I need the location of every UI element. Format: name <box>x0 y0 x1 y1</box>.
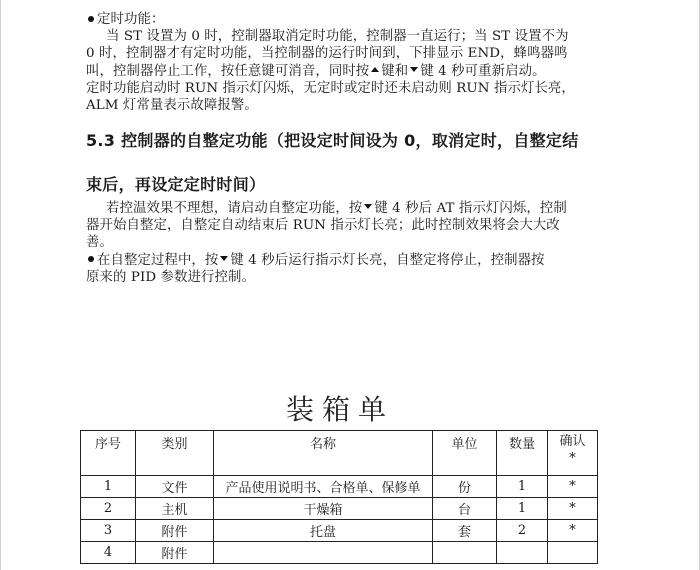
timer-line-1: 当 ST 设置为 0 时，控制器取消定时功能，控制器一直运行；当 ST 设置不为 <box>106 29 569 45</box>
cell-confirm: * <box>548 520 598 542</box>
cell-confirm <box>548 542 598 564</box>
cell-unit <box>433 542 497 564</box>
down-arrow-key-icon <box>410 67 418 72</box>
column-header-no: 序号 <box>81 431 136 476</box>
cell-name <box>214 542 433 564</box>
table-row <box>81 520 598 542</box>
cell-unit: 套 <box>433 520 497 542</box>
timer-line-4: 定时功能启动时 RUN 指示灯闪烁，无定时或定时还未启动则 RUN 指示灯长亮， <box>86 80 575 96</box>
autotune-section <box>86 200 638 286</box>
autotune-line-1a: 若控温效果不理想，请启动自整定功能，按 <box>106 201 363 216</box>
cell-confirm: * <box>548 498 598 520</box>
autotune-line-3: 善。 <box>86 235 113 251</box>
up-arrow-key-icon <box>371 67 379 72</box>
section-heading-line-2: 束后，再设定定时时间） <box>86 175 266 194</box>
timer-section <box>86 11 638 114</box>
column-header-category: 类别 <box>136 431 214 476</box>
cell-no: 1 <box>81 476 136 498</box>
packing-list-title: 装箱单 <box>285 393 394 426</box>
bullet-icon <box>88 256 94 262</box>
table-row <box>81 498 598 520</box>
timer-line-3a: 叫，控制器停止工作，按任意键可消音，同时按 <box>86 63 370 79</box>
down-arrow-key-icon <box>220 256 228 261</box>
timer-line-3b: 键和 <box>381 63 409 79</box>
cell-name: 托盘 <box>214 520 433 542</box>
table-row <box>81 476 598 498</box>
timer-line-3c: 键 4 秒可重新启动。 <box>420 63 546 79</box>
timer-line-2: 0 时，控制器才有定时功能，当控制器的运行时间到，下排显示 END，蜂鸣器鸣 <box>86 46 568 62</box>
autotune-line-4 <box>86 252 638 269</box>
column-header-qty: 数量 <box>497 431 548 476</box>
timer-line-3 <box>86 63 638 80</box>
autotune-line-1b: 键 4 秒后 AT 指示灯闪烁，控制 <box>374 201 567 216</box>
timer-line-5: ALM 灯常量表示故障报警。 <box>86 98 258 114</box>
cell-category: 文件 <box>136 476 214 498</box>
section-heading-line-1: 5.3 控制器的自整定功能（把设定时间设为 0，取消定时，自整定结 <box>86 131 579 150</box>
autotune-line-4a: 在自整定过程中，按 <box>97 252 219 268</box>
cell-qty: 1 <box>497 498 548 520</box>
column-header-confirm <box>548 431 598 476</box>
autotune-line-2: 器开始自整定，自整定自动结束后 RUN 指示灯长亮；此时控制效果将会大大改 <box>86 218 560 234</box>
cell-qty: 2 <box>497 520 548 542</box>
cell-category: 主机 <box>136 498 214 520</box>
cell-unit: 台 <box>433 498 497 520</box>
column-header-name: 名称 <box>214 431 433 476</box>
table-header-row <box>81 431 598 476</box>
timer-title-line <box>86 11 638 28</box>
cell-no: 2 <box>81 498 136 520</box>
autotune-line-5: 原来的 PID 参数进行控制。 <box>86 269 255 285</box>
autotune-line-1 <box>86 200 638 217</box>
packing-list-table <box>80 430 598 564</box>
table-row <box>81 542 598 564</box>
cell-name: 干燥箱 <box>214 498 433 520</box>
confirm-header-mark: * <box>569 451 576 466</box>
bullet-icon <box>88 16 94 22</box>
cell-no: 4 <box>81 542 136 564</box>
cell-unit: 份 <box>433 476 497 498</box>
cell-name: 产品使用说明书、合格单、保修单 <box>214 476 433 498</box>
cell-qty <box>497 542 548 564</box>
cell-no: 3 <box>81 520 136 542</box>
confirm-header-label: 确认 <box>559 434 586 449</box>
cell-category: 附件 <box>136 542 214 564</box>
cell-qty: 1 <box>497 476 548 498</box>
cell-category: 附件 <box>136 520 214 542</box>
cell-confirm: * <box>548 476 598 498</box>
autotune-line-4b: 键 4 秒后运行指示灯长亮，自整定将停止，控制器按 <box>230 252 545 268</box>
column-header-unit: 单位 <box>433 431 497 476</box>
timer-title: 定时功能： <box>97 12 165 27</box>
down-arrow-key-icon <box>364 204 372 209</box>
